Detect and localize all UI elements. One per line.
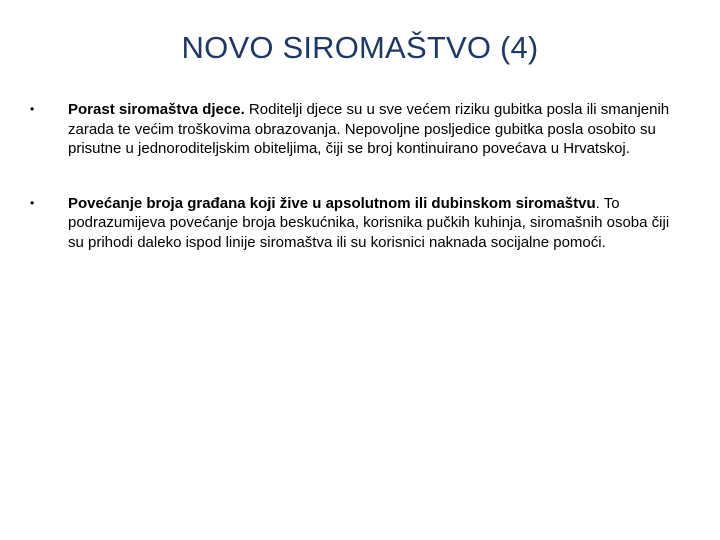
slide-title: NOVO SIROMAŠTVO (4) (181, 30, 539, 65)
bullet-text: . To podrazumijeva povećanje broja beskućnika, korisnika pučkih kuhinja, siromašnih osoba čiji su prihodi daleko ispod linije siromaštva ili su korisnici naknada socijalne pomoći. (68, 194, 670, 251)
bullet-heading: Porast siromaštva djece. (68, 101, 245, 118)
bullet-item (30, 194, 680, 253)
bullet-list (30, 100, 680, 287)
bullet-marker: • (30, 102, 35, 116)
bullet-heading: Povećanje broja građana koji žive u apsolutnom ili dubinskom siromaštvu (68, 194, 596, 212)
bullet-item (30, 100, 680, 159)
bullet-text: Roditelji djece su u sve većem riziku gubitka posla ili smanjenih zarada te većim troškovima obrazovanja. Nepovoljne posljedice gubitka posla osobito su prisutne u jednoroditeljskim obiteljima, čiji se broj kontinuirano povećava u Hrvatskoj. (68, 101, 670, 157)
bullet-marker: • (30, 195, 35, 210)
